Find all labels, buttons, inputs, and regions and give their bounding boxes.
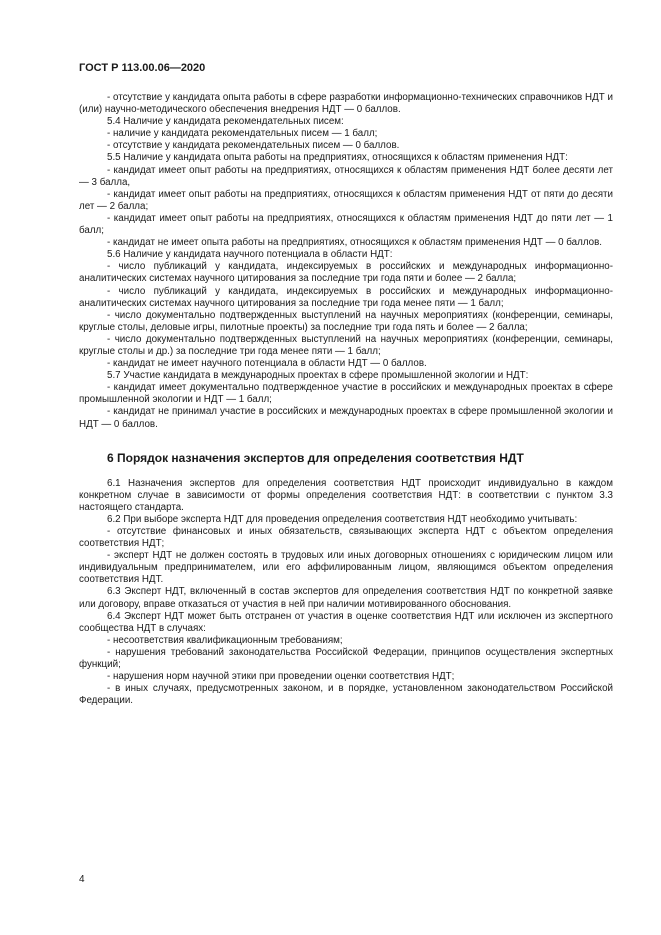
clause-6-3: 6.3 Эксперт НДТ, включенный в состав экспертов для определения соответствия НДТ по конкретной заявке или договору, вправе отказаться от участия в ней при наличии мотивированного обоснования. [79,586,613,610]
list-item: - несоответствия квалификационным требованиям; [107,634,343,646]
list-item: - кандидат не принимал участие в российских и международных проектах в сфере промышленной экологии и НДТ — 0 баллов. [79,406,613,430]
list-item: - эксперт НДТ не должен состоять в трудовых или иных договорных отношениях с юридическим лицом или индивидуальным предпринимателем, или его аффилированным лицом, являющимся объектом определения соответствия НДТ. [79,550,613,586]
list-item: - число документально подтвержденных выступлений на научных мероприятиях (конференции, семинары, круглые столы, деловые игры, пилотные проекты) за последние три года пять и более — 2 балла; [79,309,613,333]
document-header: ГОСТ Р 113.00.06—2020 [79,62,206,74]
list-item: - число документально подтвержденных выступлений на научных мероприятиях (конференции, семинары, круглые столы и др.) за последние три года менее пяти — 1 балл; [79,333,613,357]
section-title: 6 Порядок назначения экспертов для определения соответствия НДТ [107,450,524,465]
paragraph: - отсутствие у кандидата опыта работы в сфере разработки информационно-технических справочников НДТ и (или) научно-методического обеспечения внедрения НДТ — 0 баллов. [79,92,613,116]
clause-5-4: 5.4 Наличие у кандидата рекомендательных писем: [107,116,344,128]
list-item: - отсутствие у кандидата рекомендательных писем — 0 баллов. [107,140,400,152]
list-item: - число публикаций у кандидата, индексируемых в российских и международных информационно-аналитических системах научного цитирования за последние три года пяти и более — 2 балла; [79,261,613,285]
list-item: - в иных случаях, предусмотренных законом, и в порядке, установленном законодательством Российской Федерации. [79,683,613,707]
clause-6-2: 6.2 При выборе эксперта НДТ для проведения определения соответствия НДТ необходимо учитывать: [107,513,578,525]
list-item: - кандидат имеет документально подтвержденное участие в российских и международных проектах в сфере промышленной экологии и НДТ — 1 балл; [79,382,613,406]
list-item: - отсутствие финансовых и иных обязательств, связывающих эксперта НДТ с объектом определения соответствия НДТ; [79,526,613,550]
list-item: - наличие у кандидата рекомендательных писем — 1 балл; [107,128,378,140]
clause-5-7: 5.7 Участие кандидата в международных проектах в сфере промышленной экологии и НДТ: [107,370,529,382]
list-item: - кандидат имеет опыт работы на предприятиях, относящихся к областям применения НДТ до пяти лет — 1 балл; [79,212,613,237]
page-number: 4 [79,874,85,885]
list-item: - число публикаций у кандидата, индексируемых в российских и международных информационно-аналитических системах научного цитирования за последние три года менее пяти — 1 балл; [79,285,613,309]
list-item: - кандидат имеет опыт работы на предприятиях, относящихся к областям применения НДТ более десяти лет — 3 балла, [79,164,613,188]
document-body [79,92,613,707]
list-item: - нарушения требований законодательства Российской Федерации, принципов осуществления экспертных функций; [79,646,613,671]
list-item: - кандидат не имеет опыта работы на предприятиях, относящихся к областям применения НДТ — 0 баллов. [107,237,603,249]
clause-6-1: 6.1 Назначения экспертов для определения соответствия НДТ происходит индивидуально в каждом конкретном случае в зависимости от формы определения соответствия НДТ: в соответствии с пунктом 3.3 настоящего стандарта. [79,477,613,513]
list-item: - нарушения норм научной этики при проведении оценки соответствия НДТ; [107,671,455,683]
list-item: - кандидат не имеет научного потенциала в области НДТ — 0 баллов. [107,358,427,370]
clause-5-5: 5.5 Наличие у кандидата опыта работы на предприятиях, относящихся к областям применения НДТ: [107,152,568,164]
clause-6-4: 6.4 Эксперт НДТ может быть отстранен от участия в оценке соответствия НДТ или исключен из экспертного сообщества НДТ в случаях: [79,610,613,634]
list-item: - кандидат имеет опыт работы на предприятиях, относящихся к областям применения НДТ от пяти до десяти лет — 2 балла; [79,188,613,212]
clause-5-6: 5.6 Наличие у кандидата научного потенциала в области НДТ: [107,249,393,261]
